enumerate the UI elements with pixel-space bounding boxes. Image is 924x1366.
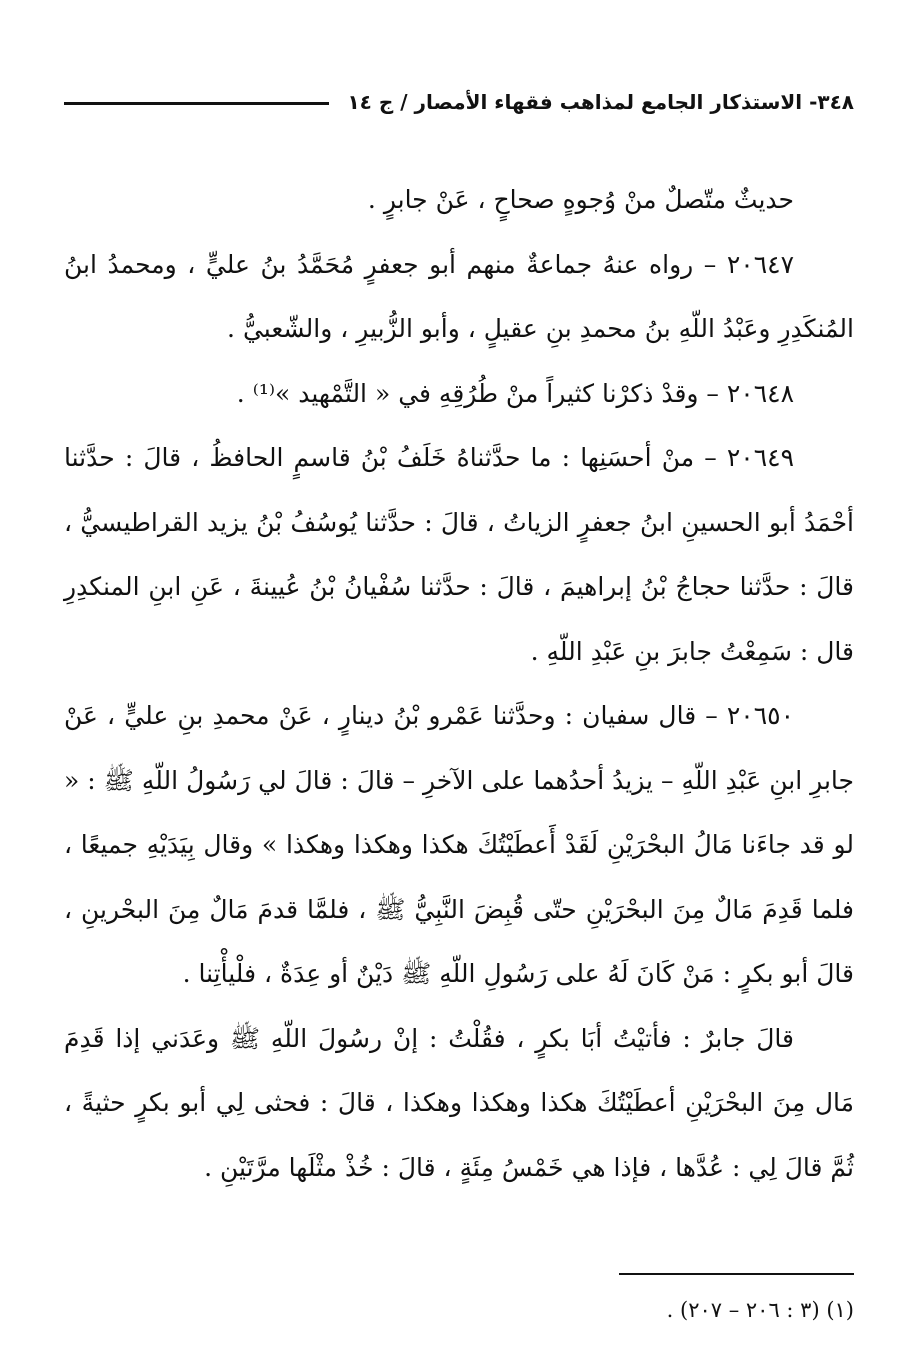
paragraph: قالَ جابرٌ : فأتيْتُ أبَا بكرٍ ، فقُلْتُ : إنْ رسُولَ اللّهِ ﷺ وعَدَني إذا قَدِمَ مَال مِنَ البحْرَيْنِ أعطَيْتُكَ هكذا وهكذا وهكذا ، قالَ : فحثى لِي أبو بكرٍ حثيةً ، ثُمَّ قالَ لِي : عُدَّها ، فإذا هي خَمْسُ مِئَةٍ ، قالَ : خُذْ مثْلَها مرَّتَيْنِ .: [64, 1023, 854, 1182]
page-header: [64, 82, 854, 122]
main-text: [64, 168, 854, 1200]
paragraph: ٢٠٦٤٧ – رواه عنهُ جماعةٌ منهم أبو جعفرٍ مُحَمَّدُ بنُ عليٍّ ، ومحمدُ ابنُ المُنكَدِرِ وعَبْدُ اللّهِ بنُ محمدِ بنِ عقيلٍ ، وأبو الزُّبيرِ ، والشّعبيُّ .: [64, 249, 854, 343]
running-header-title: ٣٤٨- الاستذكار الجامع لمذاهب فقهاء الأمصار / ج ١٤: [347, 90, 854, 114]
header-rule: [64, 102, 329, 105]
footnote: (١) (٣ : ٢٠٦ – ٢٠٧) .: [666, 1298, 854, 1322]
paragraph: حديثٌ متّصلٌ منْ وُجوهٍ صحاحٍ ، عَنْ جابرٍ .: [367, 185, 794, 214]
paragraph: ٢٠٦٤٩ – منْ أحسَنِها : ما حدَّثناهُ خَلَفُ بْنُ قاسمٍ الحافظُ ، قالَ : حدَّثنا أحْمَدُ أبو الحسينِ ابنُ جعفرٍ الزياتُ ، قالَ : حدَّثنا يُوسُفُ بْنُ يزيد القراطيسيُّ ، قالَ : حدَّثنا حجاجُ بْنُ إبراهيمَ ، قالَ : حدَّثنا سُفْيانُ بْنُ عُيينةَ ، عَنِ ابنِ المنكدِرِ قال : سَمِعْتُ جابرَ بنِ عَبْدِ اللّهِ .: [64, 443, 854, 666]
paragraph: ٢٠٦٥٠ – قال سفيان : وحدَّثنا عَمْرو بْنُ دينارٍ ، عَنْ محمدِ بنِ عليٍّ ، عَنْ جابرِ ابنِ عَبْدِ اللّهِ – يزيدُ أحدُهما على الآخرِ – قالَ : قالَ لي رَسُولُ اللّهِ ﷺ : « لو قد جاءَنا مَالُ البحْرَيْنِ لَقَدْ أَعطَيْتُكَ هكذا وهكذا وهكذا » وقال بِيَدَيْهِ جميعًا ، فلما قَدِمَ مَالٌ مِنَ البحْرَيْنِ حتّى قُبِضَ النَّبِيُّ ﷺ ، فلمَّا قدمَ مَالٌ مِنَ البحْرينِ ، قالَ أبو بكرٍ : مَنْ كَانَ لَهُ على رَسُولِ اللّهِ ﷺ دَيْنٌ أو عِدَةٌ ، فلْيأْتِنا .: [64, 701, 854, 988]
paragraph: ٢٠٦٤٨ – وقدْ ذكرْنا كثيراً منْ طُرُقِهِ في « التَّمْهيد »⁽¹⁾ .: [236, 378, 794, 408]
footnote-rule: [619, 1273, 854, 1275]
